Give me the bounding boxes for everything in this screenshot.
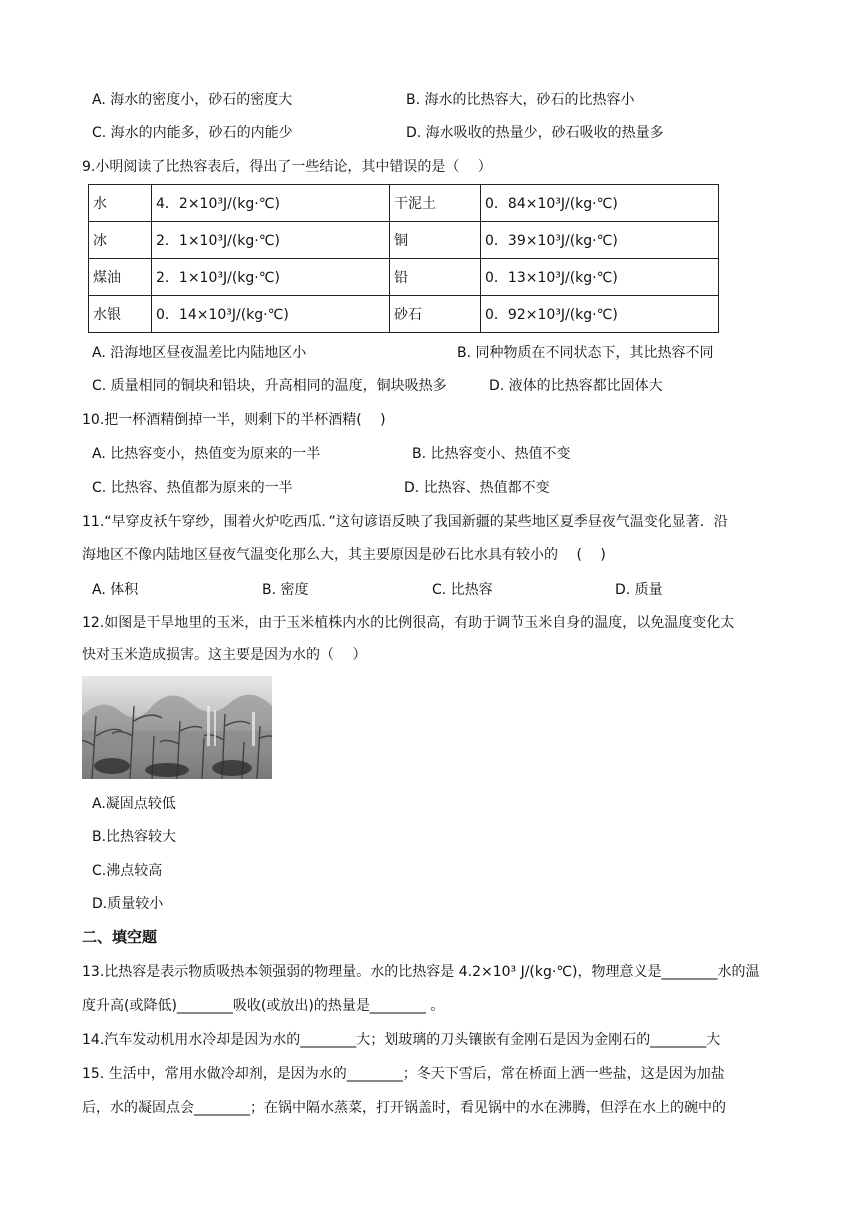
table-cell: 水	[89, 185, 152, 222]
q10-option-b: B. 比热容变小、热值不变	[412, 446, 571, 462]
q12-stem-line1: 12.如图是干旱地里的玉米，由于玉米植株内水的比例很高，有助于调节玉米自身的温度，以免温度变化太	[82, 615, 735, 631]
table-row	[89, 296, 719, 333]
specific-heat-table	[88, 184, 719, 333]
table-cell: 0．92×10³J/(kg·℃)	[481, 296, 719, 333]
q8-option-b: B. 海水的比热容大，砂石的比热容小	[406, 92, 635, 108]
q12-stem-line2: 快对玉米造成损害。这主要是因为水的（ ）	[82, 647, 367, 663]
q13-line2: 度升高(或降低)________吸收(或放出)的热量是________ 。	[82, 998, 445, 1014]
table-cell: 0．14×10³J/(kg·℃)	[152, 296, 390, 333]
q9-option-a: A. 沿海地区昼夜温差比内陆地区小	[92, 345, 307, 361]
table-cell: 0．84×10³J/(kg·℃)	[481, 185, 719, 222]
q11-option-c: C. 比热容	[432, 582, 493, 598]
q11-option-d: D. 质量	[615, 582, 663, 598]
table-cell: 2．1×10³J/(kg·℃)	[152, 222, 390, 259]
q11-option-a: A. 体积	[92, 582, 139, 598]
q9-option-b: B. 同种物质在不同状态下，其比热容不同	[457, 345, 714, 361]
table-cell: 铅	[390, 259, 481, 296]
q11-stem-line1: 11.“早穿皮袄午穿纱，围着火炉吃西瓜．”这句谚语反映了我国新疆的某些地区夏季昼夜气温变化显著．沿	[82, 514, 728, 530]
q12-option-b: B.比热容较大	[92, 829, 177, 845]
q9-option-c: C. 质量相同的铜块和铅块，升高相同的温度，铜块吸热多	[92, 378, 447, 394]
table-cell: 0．13×10³J/(kg·℃)	[481, 259, 719, 296]
table-cell: 4．2×10³J/(kg·℃)	[152, 185, 390, 222]
q10-stem: 10.把一杯酒精倒掉一半，则剩下的半杯酒精( )	[82, 412, 386, 428]
q12-option-d: D.质量较小	[92, 896, 164, 912]
table-cell: 2．1×10³J/(kg·℃)	[152, 259, 390, 296]
q10-option-a: A. 比热容变小，热值变为原来的一半	[92, 446, 321, 462]
corn-field-photo	[82, 676, 272, 779]
q13-line1: 13.比热容是表示物质吸热本领强弱的物理量。水的比热容是 4.2×10³ J/(kg·℃)，物理意义是________水的温	[82, 964, 760, 980]
q15-line2: 后，水的凝固点会________；在锅中隔水蒸菜，打开锅盖时，看见锅中的水在沸腾，但浮在水上的碗中的	[82, 1100, 726, 1116]
q10-option-c: C. 比热容、热值都为原来的一半	[92, 480, 293, 496]
q12-option-a: A.凝固点较低	[92, 796, 176, 812]
q12-option-c: C.沸点较高	[92, 863, 163, 879]
table-cell: 0．39×10³J/(kg·℃)	[481, 222, 719, 259]
q10-option-d: D. 比热容、热值都不变	[404, 480, 550, 496]
table-cell: 铜	[390, 222, 481, 259]
table-row	[89, 185, 719, 222]
table-cell: 干泥土	[390, 185, 481, 222]
q15-line1: 15. 生活中，常用水做冷却剂，是因为水的________；冬天下雪后，常在桥面上洒一些盐，这是因为加盐	[82, 1066, 725, 1082]
q8-option-d: D. 海水吸收的热量少，砂石吸收的热量多	[406, 125, 664, 141]
table-cell: 冰	[89, 222, 152, 259]
q11-stem-line2: 海地区不像内陆地区昼夜气温变化那么大，其主要原因是砂石比水具有较小的 ( )	[82, 547, 606, 563]
table-cell: 砂石	[390, 296, 481, 333]
table-row	[89, 259, 719, 296]
section-heading-fill-in: 二、填空题	[82, 928, 158, 946]
q9-option-d: D. 液体的比热容都比固体大	[489, 378, 663, 394]
table-cell: 水银	[89, 296, 152, 333]
q14-line: 14.汽车发动机用水冷却是因为水的________大；划玻璃的刀头镶嵌有金刚石是因为金刚石的________大	[82, 1032, 721, 1048]
q8-option-a: A. 海水的密度小，砂石的密度大	[92, 92, 293, 108]
q8-option-c: C. 海水的内能多，砂石的内能少	[92, 125, 293, 141]
table-cell: 煤油	[89, 259, 152, 296]
q9-stem: 9.小明阅读了比热容表后，得出了一些结论，其中错误的是（ ）	[82, 159, 492, 175]
q11-option-b: B. 密度	[262, 582, 309, 598]
table-row	[89, 222, 719, 259]
